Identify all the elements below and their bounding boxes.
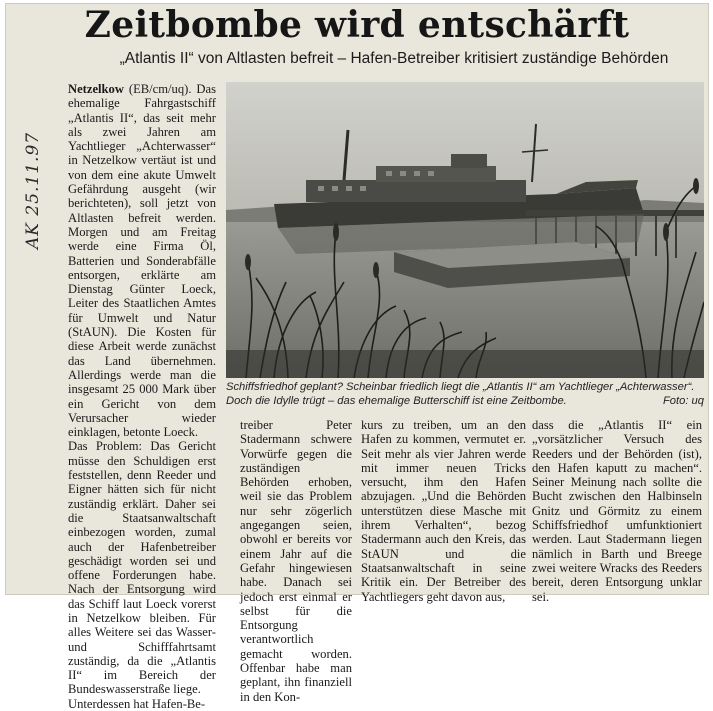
caption-line-2-text: Doch die Idylle trügt – das ehemalige Butterschiff ist eine Zeitbombe. [226,394,567,407]
article-text-1: (EB/cm/uq). Das ehemalige Fahrgastschiff „Atlantis II“, das seit mehr als zwei Jahren am Yachtlieger „Achterwasser“ in Netzelkow vertäut ist und von dem eine akute Umwelt Gefährdung ausgeht (wir berichteten), soll jetzt von Altlasten befreit werden. Morgen und am Freitag werde eine Firma Öl, Batterien und Sonderabfälle entsorgen, erklärte am Dienstag Günter Loeck, Leiter des Staatlichen Amtes für Umwelt und Natur (StAUN). Die Kosten für diese Arbeit werde zunächst das Land übernehmen. Allerdings werde man die insgesamt 25 000 Mark über ein Gericht von dem Verursacher wieder einklagen, betonte Loeck. [68,82,216,440]
news-photo-ship [226,82,704,378]
photo-caption [226,381,704,408]
handwritten-date-note [10,131,50,264]
article-paragraph-2: Das Problem: Das Gericht müsse den Schuldigen erst feststellen, denn Reeder und Eigner hätten sich für nicht zuständig erklärt. Daher sei die Staatsanwaltschaft einbezogen worden, zumal auch der Hafenbetreiber geschädigt worden sei und offene Forderungen habe. Nach der Entsorgung wird das Schiff laut Loeck vorerst in Netzelkow bleiben. Für alles Weitere sei das Wasser- und Schifffahrtsamt zuständig, da die „Atlantis II“ im Bereich der Bundeswasserstraße liege. [68,439,216,697]
dateline: Netzelkow [68,82,124,96]
article-column-4: dass die „Atlantis II“ ein „vorsätzlicher Versuch des Reeders und der Behörden (ist), den Hafen kaputt zu machen“. Seiner Meinung nach sollte die Bucht zwischen den Halbinseln Gnitz und Görmitz zu einem Schiffsfriedhof umfunktioniert werden. Laut Stadermann liegen nämlich in Barth und Breege zwei weitere Wracks des Reeders bereit, deren Entsorgung unklar sei. [532,418,702,604]
handwritten-date-text: AK 25.11.97 [23,131,43,249]
subheadline: „Atlantis II“ von Altlasten befreit – Hafen-Betreiber kritisiert zuständige Behörden [119,50,669,67]
article-paragraph-1 [68,82,216,439]
headline: Zeitbombe wird entschärft [84,4,630,46]
article-column-2: treiber Peter Stadermann schwere Vorwürfe gegen die zuständigen Behörden erhoben, weil sie das Problem nur sehr zögerlich angegangen seien, obwohl er bereits vor einem Jahr auf die Gefahr hingewiesen habe. Danach sei jedoch erst einmal er selbst für die Entsorgung verantwortlich gemacht worden. Offenbar habe man geplant, ihn finanziell in den Kon- [240,418,352,704]
newspaper-clipping [6,4,708,711]
article-paragraph-3: Unterdessen hat Hafen-Be- [68,696,206,711]
ship-photo-illustration [226,82,704,378]
article-column-1 [68,82,216,711]
caption-line-1: Schiffsfriedhof geplant? Scheinbar friedlich liegt die „Atlantis II“ am Yachtlieger „Achterwasser“. [226,381,695,393]
article-column-3: kurs zu treiben, um an den Hafen zu kommen, vermutet er. Seit mehr als vier Jahren werde mit immer neuen Tricks versucht, ihm den Hafen abzujagen. „Und die Behörden unterstützen diese Masche mit ihrem Verhalten“, bezog Stadermann auch den Kreis, das StAUN und die Staatsanwaltschaft in seine Kritik ein. Der Betreiber des Yachtliegers geht davon aus, [361,418,526,604]
photo-credit: Foto: uq [662,394,704,407]
caption-line-2 [226,395,704,409]
